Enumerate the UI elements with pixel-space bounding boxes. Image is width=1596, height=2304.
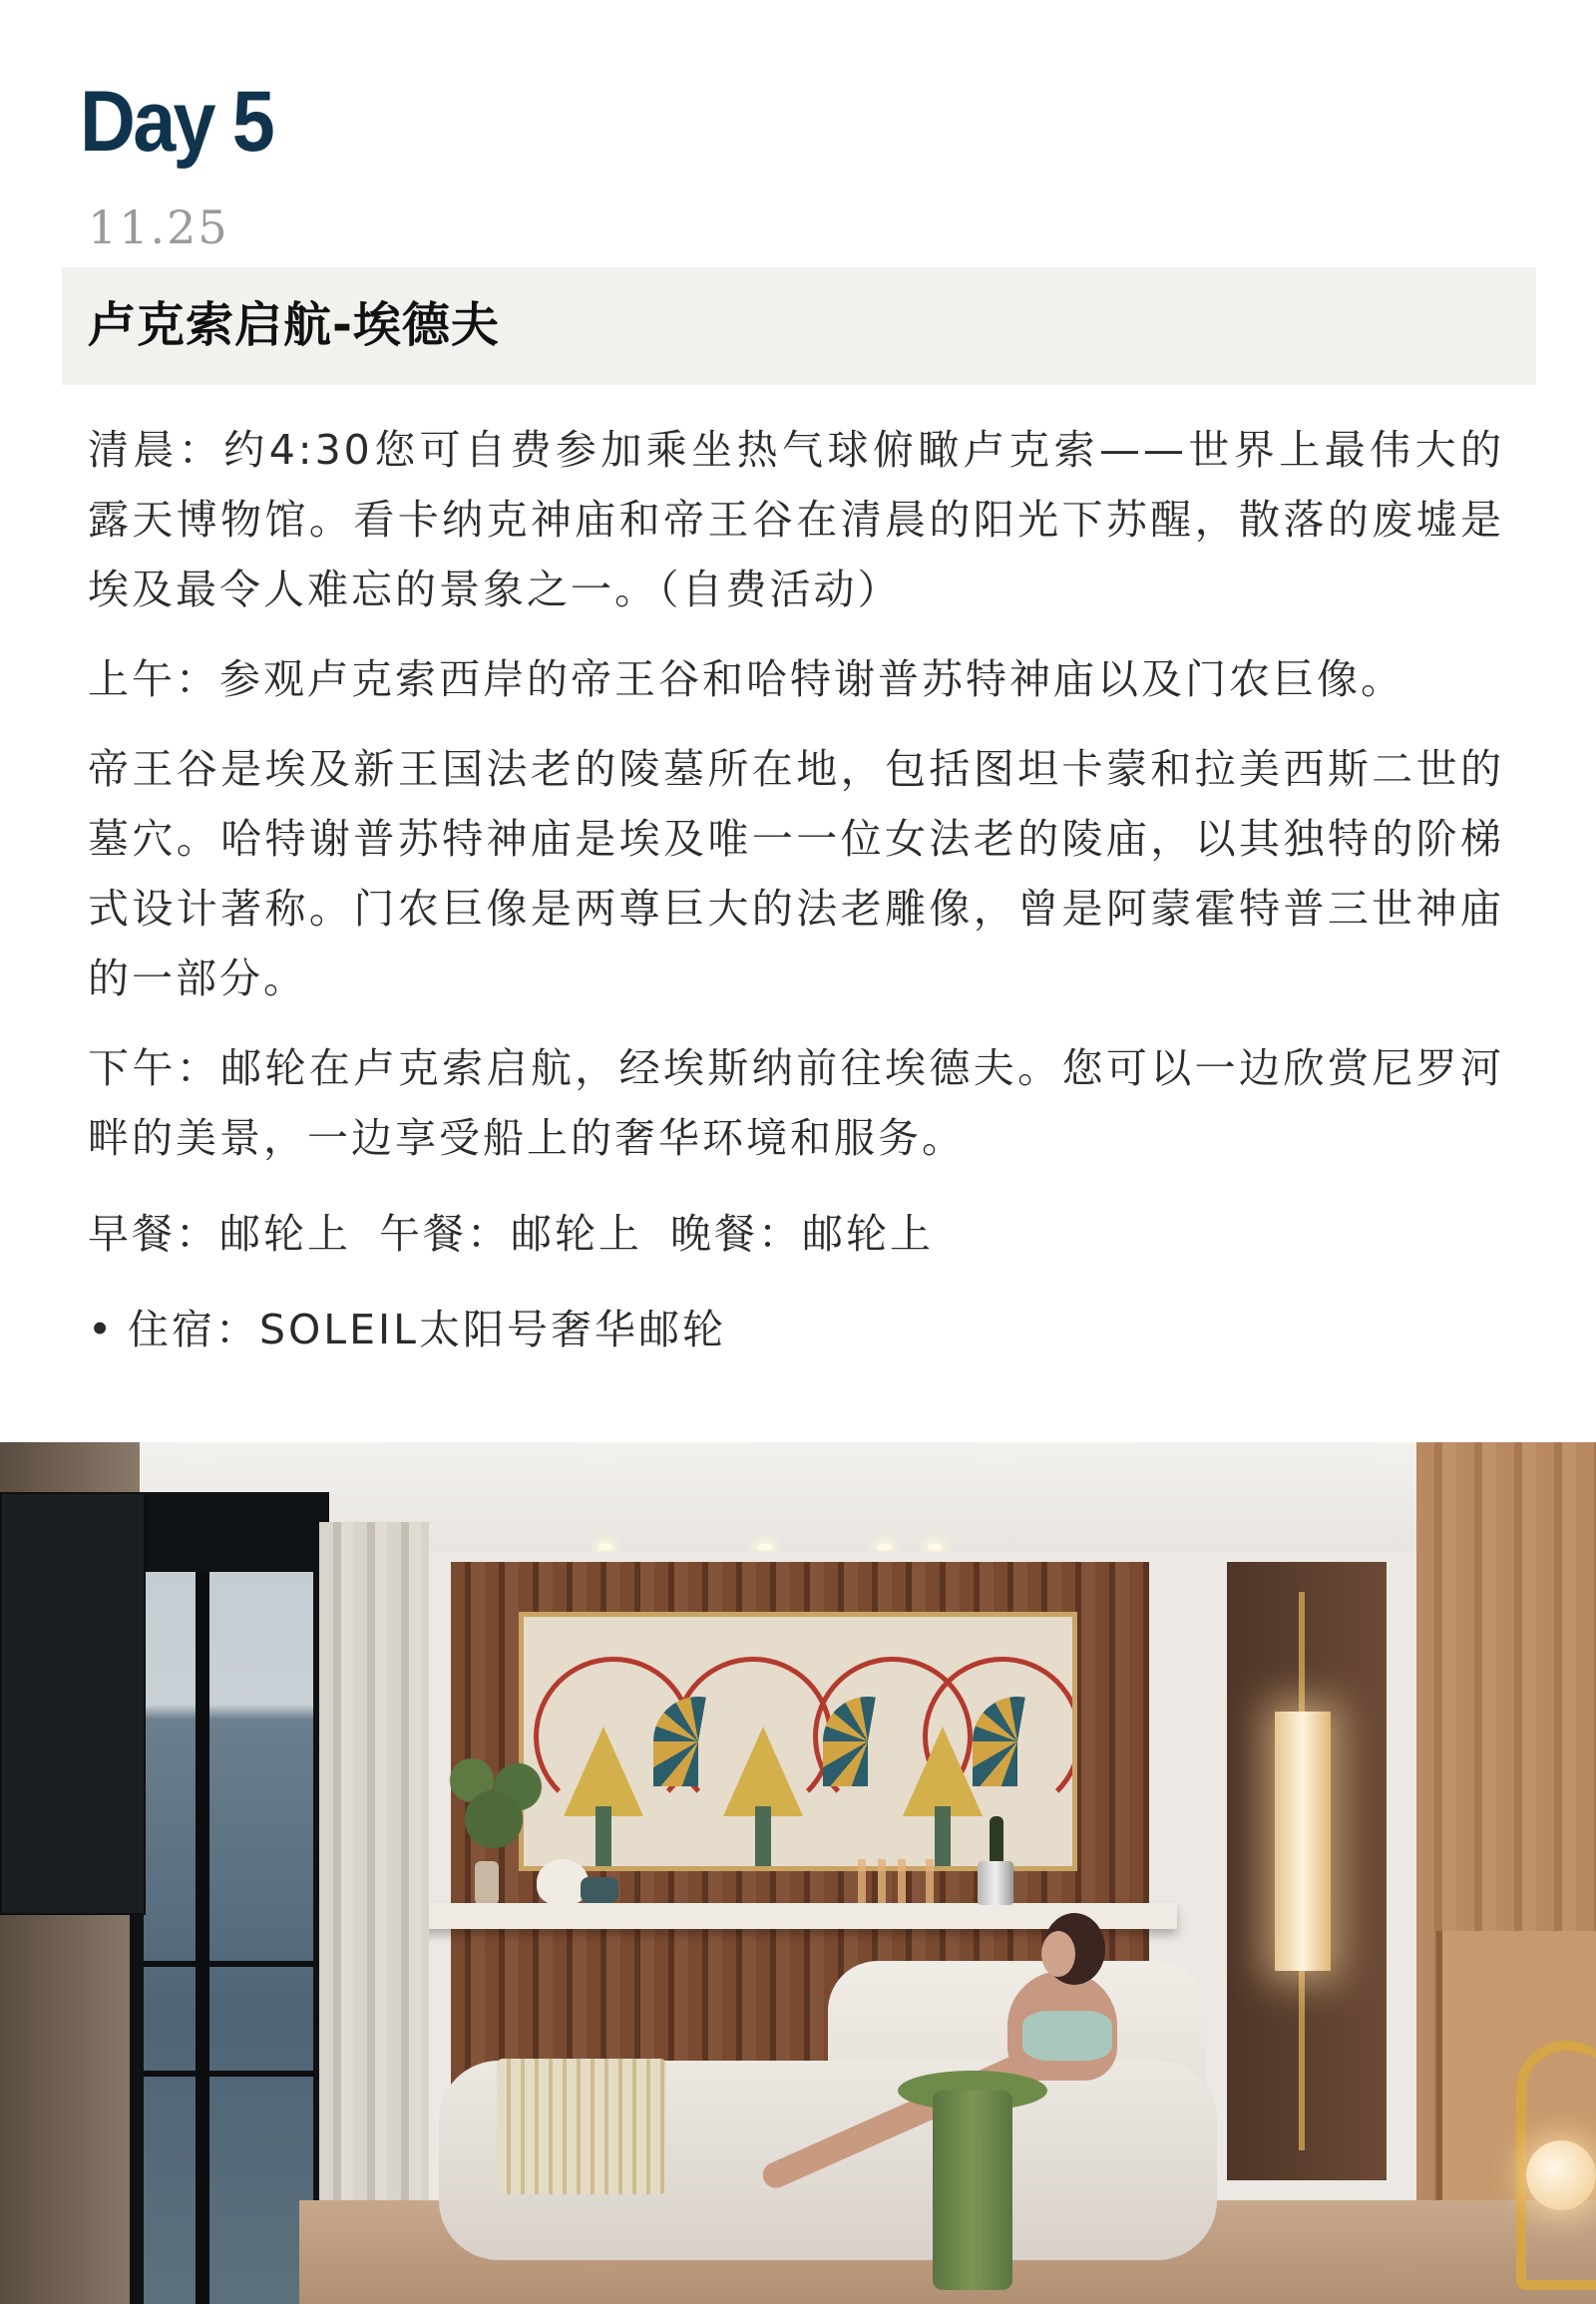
gold-globe [1526,2140,1596,2210]
glass [878,1859,886,1903]
paragraph-morning: 上午：参观卢克索西岸的帝王谷和哈特谢普苏特神庙以及门农巨像。 [88,655,1404,703]
throw-blanket [497,2059,666,2194]
curtain [319,1522,429,2304]
meal-breakfast: 早餐：邮轮上 [88,1210,351,1258]
day-title: Day 5 [80,74,273,170]
ceiling-light [878,1544,892,1550]
itinerary-content [88,415,1504,1364]
person-dress [1022,2011,1112,2061]
meal-lunch: 午餐：邮轮上 [379,1210,642,1258]
lodging-line [88,1295,1504,1364]
tv [0,1492,146,1915]
ceiling-light [598,1544,612,1550]
wall-lamp [1275,1712,1331,1971]
glass [898,1859,906,1903]
plant [439,1741,549,1871]
bullet-icon: • [88,1306,116,1353]
ceiling-light [758,1544,772,1550]
bowl [581,1877,618,1903]
paragraph-early-morning: 清晨：约4:30您可自费参加乘坐热气球俯瞰卢克索——世界上最伟大的露天博物馆。看卡纳克神庙和帝王谷在清晨的阳光下苏醒，散落的废墟是埃及最令人难忘的景象之一。（自费活动） [88,426,1504,613]
lodging-text: 住宿：SOLEIL太阳号奢华邮轮 [128,1306,726,1353]
cabin-photo [0,1442,1596,2304]
route-title: 卢克索启航-埃德夫 [88,297,500,353]
glass [926,1859,934,1903]
side-table-stem [933,2091,1012,2290]
paragraph-valley-of-kings: 帝王谷是埃及新王国法老的陵墓所在地，包括图坦卡蒙和拉美西斯二世的墓穴。哈特谢普苏特神庙是埃及唯一一位女法老的陵庙，以其独特的阶梯式设计著称。门农巨像是两尊巨大的法老雕像，曾是阿蒙霍特普三世神庙的一部分。 [88,745,1504,1002]
person-face [1041,1931,1075,1977]
route-banner [62,267,1536,385]
meal-dinner: 晚餐：邮轮上 [670,1210,934,1258]
ice-bucket [978,1861,1013,1905]
meals-line [88,1199,1504,1269]
ceiling-light [928,1544,942,1550]
glass [858,1859,866,1903]
plant-pot [475,1861,499,1905]
date-label: 11.25 [88,200,229,254]
window [130,1492,329,2304]
paragraph-afternoon: 下午：邮轮在卢克索启航，经埃斯纳前往埃德夫。您可以一边欣赏尼罗河畔的美景，一边享受船上的奢华环境和服务。 [88,1044,1504,1162]
